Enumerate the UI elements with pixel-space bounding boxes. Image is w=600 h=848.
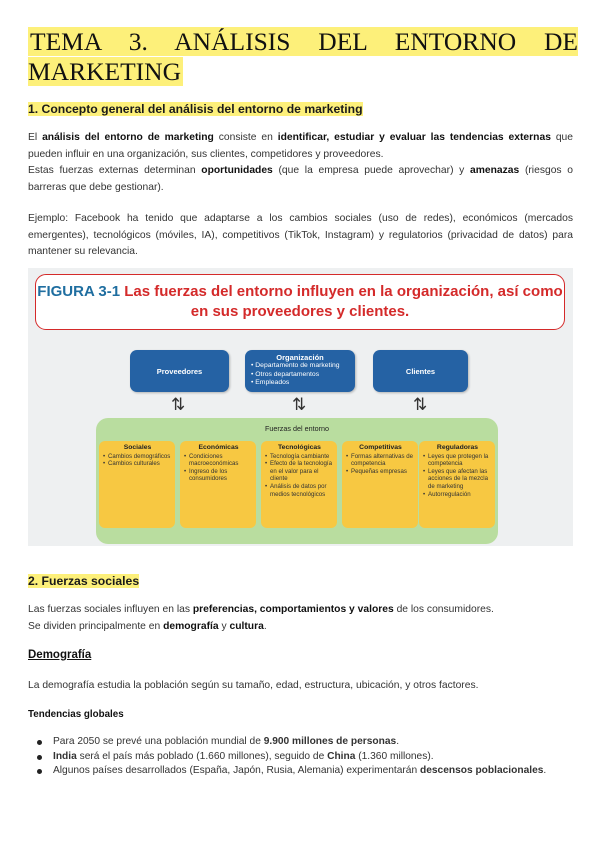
org-item: • Otros departamentos bbox=[251, 370, 320, 378]
example-paragraph: Ejemplo: Facebook ha tenido que adaptarse a los cambios sociales (uso de redes), económicos (mercados emergentes), tecnológicos (móviles, IA), competitivos (TikTok, Instagram) y regulatorios (privacidad de datos) para mantener su relevancia. bbox=[28, 213, 573, 257]
double-arrow-icon: ⇅ bbox=[292, 395, 307, 414]
list-item: Algunos países desarrollados (España, Japón, Rusia, Alemania) experimentarán descensos poblacionales. bbox=[36, 764, 574, 779]
forces-title: Fuerzas del entorno bbox=[265, 424, 329, 433]
section-2-heading: 2. Fuerzas sociales bbox=[28, 574, 140, 588]
force-competitivas: Competitivas • Formas alternativas de competencia • Pequeñas empresas bbox=[342, 441, 418, 528]
environment-forces-panel bbox=[96, 418, 498, 544]
section-2-paragraph: Las fuerzas sociales influyen en las preferencias, comportamientos y valores de los consumidores. Se dividen principalmente en demografía y cultura. bbox=[28, 604, 494, 632]
trends-list bbox=[36, 735, 574, 779]
force-economicas: Económicas • Condiciones macroeconómicas • Ingreso de los consumidores bbox=[180, 441, 256, 528]
clients-box: Clientes bbox=[373, 350, 468, 392]
list-item: India será el país más poblado (1.660 millones), seguido de China (1.360 millones). bbox=[36, 750, 574, 765]
section-1-paragraph: El análisis del entorno de marketing consiste en identificar, estudiar y evaluar las tendencias externas que pueden influir en una organización, sus clientes, competidores y proveedores. Estas fuerzas externas determinan oportunidades (que la empresa puede aprovechar) y amenazas (riesgos o barreras que debe gestionar). bbox=[28, 132, 573, 193]
list-item: Para 2050 se prevé una población mundial de 9.900 millones de personas. bbox=[36, 735, 574, 750]
figure-caption: FIGURA 3-1 Las fuerzas del entorno influyen en la organización, así como en sus proveedores y clientes. bbox=[35, 274, 565, 330]
double-arrow-icon: ⇅ bbox=[171, 395, 186, 414]
org-item: • Departamento de marketing bbox=[251, 362, 340, 369]
demografia-heading: Demografía bbox=[28, 649, 92, 661]
double-arrow-icon: ⇅ bbox=[413, 395, 428, 414]
org-item: • Empleados bbox=[251, 379, 290, 387]
force-reguladoras: Reguladoras • Leyes que protegen la competencia • Leyes que afectan las acciones de la mezcla de marketing • Autorregulación bbox=[419, 441, 495, 528]
trends-heading: Tendencias globales bbox=[28, 709, 124, 720]
demografia-paragraph: La demografía estudia la población según su tamaño, edad, estructura, ubicación, y otros factores. bbox=[28, 680, 479, 691]
force-tecnologicas: Tecnológicas • Tecnología cambiante • Efecto de la tecnología en el valor para el cliente • Análisis de datos por medios tecnológicos bbox=[261, 441, 337, 528]
page-title: TEMA 3. ANÁLISIS DEL ENTORNO DE MARKETING bbox=[28, 27, 578, 86]
force-sociales: Sociales • Cambios demográficos • Cambios culturales bbox=[99, 441, 175, 528]
section-1-heading: 1. Concepto general del análisis del entorno de marketing bbox=[28, 102, 363, 116]
figure-environment-forces bbox=[28, 268, 573, 546]
organization-box: Organización • Departamento de marketing • Otros departamentos • Empleados bbox=[245, 350, 355, 392]
suppliers-box: Proveedores bbox=[130, 350, 229, 392]
